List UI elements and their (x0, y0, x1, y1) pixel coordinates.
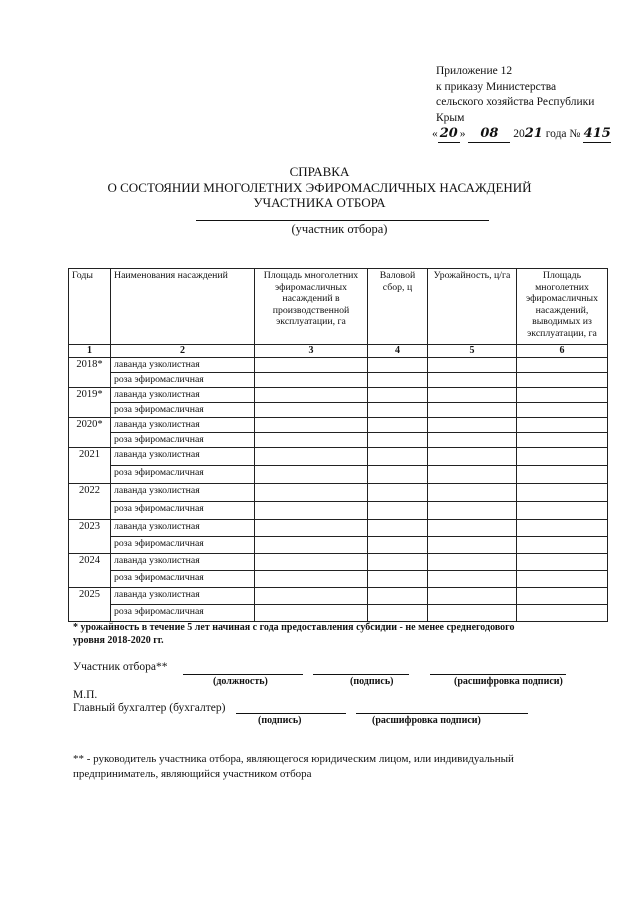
empty-value-cell (255, 484, 368, 502)
empty-value-cell (368, 502, 428, 520)
table-row (69, 418, 608, 433)
empty-value-cell (255, 448, 368, 466)
plantation-name-cell: лаванда узколистная (111, 418, 255, 433)
document-title (0, 164, 639, 211)
empty-value-cell (428, 433, 517, 448)
empty-value-cell (428, 403, 517, 418)
year-cell: 2020* (69, 418, 111, 448)
empty-value-cell (255, 373, 368, 388)
signature-line (313, 674, 409, 675)
plantation-name-cell: лаванда узколистная (111, 448, 255, 466)
appendix-line: сельского хозяйства Республики (436, 96, 595, 108)
date-year-prefix: 20 (513, 128, 525, 140)
plantation-name-cell: роза эфиромасличная (111, 403, 255, 418)
empty-value-cell (428, 358, 517, 373)
column-number: 2 (111, 345, 255, 358)
header-gross-yield: Валовой сбор, ц (368, 269, 428, 345)
date-close-quote: » (459, 128, 466, 140)
date-day: 20 (439, 126, 458, 141)
column-number: 5 (428, 345, 517, 358)
year-cell: 2019* (69, 388, 111, 418)
empty-value-cell (255, 388, 368, 403)
signature-caption: (подпись) (350, 676, 394, 687)
empty-value-cell (368, 520, 428, 537)
empty-value-cell (255, 418, 368, 433)
order-number: 415 (583, 126, 611, 141)
empty-value-cell (255, 433, 368, 448)
table-row (69, 520, 608, 537)
empty-value-cell (255, 571, 368, 588)
plantation-name-cell: роза эфиромасличная (111, 571, 255, 588)
header-years: Годы (69, 269, 111, 345)
participant-footnote: ** - руководитель участника отбора, являющегося юридическим лицом, или индивидуальный предприниматель, являющийся участником отбора (73, 753, 514, 780)
plantation-name-cell: роза эфиромасличная (111, 605, 255, 622)
empty-value-cell (255, 520, 368, 537)
empty-value-cell (428, 484, 517, 502)
table-row (69, 554, 608, 571)
plantation-name-cell: роза эфиромасличная (111, 537, 255, 554)
position-caption: (должность) (213, 676, 268, 687)
empty-value-cell (368, 466, 428, 484)
decoding-line (430, 674, 566, 675)
empty-value-cell (517, 373, 608, 388)
empty-value-cell (368, 388, 428, 403)
table-row (69, 466, 608, 484)
appendix-date-line (432, 126, 611, 143)
plantation-name-cell: лаванда узколистная (111, 388, 255, 403)
empty-value-cell (255, 537, 368, 554)
empty-value-cell (368, 537, 428, 554)
table-row (69, 605, 608, 622)
table-row (69, 484, 608, 502)
empty-value-cell (517, 520, 608, 537)
empty-value-cell (368, 554, 428, 571)
empty-value-cell (428, 571, 517, 588)
column-number: 6 (517, 345, 608, 358)
empty-value-cell (428, 466, 517, 484)
date-year-word: года № (545, 128, 581, 140)
header-productivity: Урожайность, ц/га (428, 269, 517, 345)
appendix-line: к приказу Министерства (436, 80, 557, 93)
column-number: 4 (368, 345, 428, 358)
yield-footnote: * урожайность в течение 5 лет начиная с года предоставления субсидии - не менее среднегодового уровня 2018-2020 гг. (73, 622, 515, 646)
plantation-name-cell: лаванда узколистная (111, 484, 255, 502)
empty-value-cell (428, 605, 517, 622)
plantation-name-cell: роза эфиромасличная (111, 373, 255, 388)
empty-value-cell (428, 418, 517, 433)
empty-value-cell (428, 373, 517, 388)
empty-value-cell (517, 448, 608, 466)
empty-value-cell (368, 588, 428, 605)
empty-value-cell (428, 448, 517, 466)
table-header-row (69, 269, 608, 345)
table-row (69, 373, 608, 388)
table-row (69, 571, 608, 588)
table-row (69, 388, 608, 403)
stamp-label: М.П. (73, 689, 98, 701)
appendix-block (432, 64, 611, 143)
empty-value-cell (517, 433, 608, 448)
plantation-name-cell: роза эфиромасличная (111, 502, 255, 520)
year-cell: 2025 (69, 588, 111, 622)
position-line (183, 674, 303, 675)
accountant-decoding-line (356, 713, 528, 714)
empty-value-cell (517, 571, 608, 588)
empty-value-cell (255, 588, 368, 605)
year-cell: 2018* (69, 358, 111, 388)
empty-value-cell (517, 418, 608, 433)
participant-name-line (196, 220, 489, 221)
year-cell: 2021 (69, 448, 111, 484)
empty-value-cell (255, 466, 368, 484)
empty-value-cell (517, 388, 608, 403)
column-number: 3 (255, 345, 368, 358)
title-line-2: О СОСТОЯНИИ МНОГОЛЕТНИХ ЭФИРОМАСЛИЧНЫХ НАСАЖДЕНИЙ (107, 179, 532, 195)
decoding-caption: (расшифровка подписи) (454, 676, 563, 687)
title-line-3: УЧАСТНИКА ОТБОРА (253, 195, 386, 210)
plantation-name-cell: роза эфиромасличная (111, 466, 255, 484)
column-number: 1 (69, 345, 111, 358)
empty-value-cell (368, 418, 428, 433)
table-row (69, 502, 608, 520)
table-body (69, 358, 608, 622)
table-row (69, 588, 608, 605)
empty-value-cell (368, 373, 428, 388)
accountant-signature-caption: (подпись) (258, 715, 302, 726)
date-month: 08 (468, 126, 510, 143)
empty-value-cell (368, 403, 428, 418)
column-numbers-row (69, 345, 608, 358)
empty-value-cell (368, 571, 428, 588)
empty-value-cell (255, 358, 368, 373)
plantations-table (68, 268, 608, 622)
plantation-name-cell: лаванда узколистная (111, 588, 255, 605)
empty-value-cell (517, 403, 608, 418)
header-area-production: Площадь многолетних эфиромасличных насаждений в производственной эксплуатации, га (255, 269, 368, 345)
plantation-name-cell: лаванда узколистная (111, 520, 255, 537)
year-cell: 2022 (69, 484, 111, 520)
empty-value-cell (517, 605, 608, 622)
date-open-quote: « (432, 128, 438, 140)
empty-value-cell (517, 466, 608, 484)
empty-value-cell (368, 433, 428, 448)
accountant-decoding-caption: (расшифровка подписи) (372, 715, 481, 726)
year-cell: 2023 (69, 520, 111, 554)
table-row (69, 433, 608, 448)
participant-label: Участник отбора** (73, 661, 168, 673)
header-plantation-names: Наименования насаждений (111, 269, 255, 345)
empty-value-cell (517, 588, 608, 605)
empty-value-cell (428, 520, 517, 537)
empty-value-cell (517, 554, 608, 571)
table-row (69, 403, 608, 418)
plantation-name-cell: роза эфиромасличная (111, 433, 255, 448)
empty-value-cell (517, 537, 608, 554)
table-row (69, 448, 608, 466)
empty-value-cell (255, 554, 368, 571)
date-year-suffix: 21 (524, 126, 543, 141)
empty-value-cell (255, 605, 368, 622)
empty-value-cell (368, 605, 428, 622)
empty-value-cell (428, 588, 517, 605)
empty-value-cell (255, 403, 368, 418)
year-cell: 2024 (69, 554, 111, 588)
empty-value-cell (428, 554, 517, 571)
title-line-1: СПРАВКА (289, 164, 350, 179)
plantation-name-cell: лаванда узколистная (111, 554, 255, 571)
empty-value-cell (368, 484, 428, 502)
empty-value-cell (428, 502, 517, 520)
participant-caption: (участник отбора) (291, 222, 388, 236)
table-row (69, 358, 608, 373)
empty-value-cell (255, 502, 368, 520)
empty-value-cell (517, 358, 608, 373)
empty-value-cell (368, 358, 428, 373)
appendix-line: Крым (436, 111, 465, 124)
empty-value-cell (517, 484, 608, 502)
empty-value-cell (428, 388, 517, 403)
accountant-label: Главный бухгалтер (бухгалтер) (73, 702, 226, 714)
empty-value-cell (517, 502, 608, 520)
empty-value-cell (368, 448, 428, 466)
empty-value-cell (428, 537, 517, 554)
header-area-decommissioned: Площадь многолетних эфиромасличных насаждений, выводимых из эксплуатации, га (517, 269, 608, 345)
table-row (69, 537, 608, 554)
appendix-line: Приложение 12 (436, 65, 513, 77)
accountant-signature-line (236, 713, 346, 714)
plantation-name-cell: лаванда узколистная (111, 358, 255, 373)
